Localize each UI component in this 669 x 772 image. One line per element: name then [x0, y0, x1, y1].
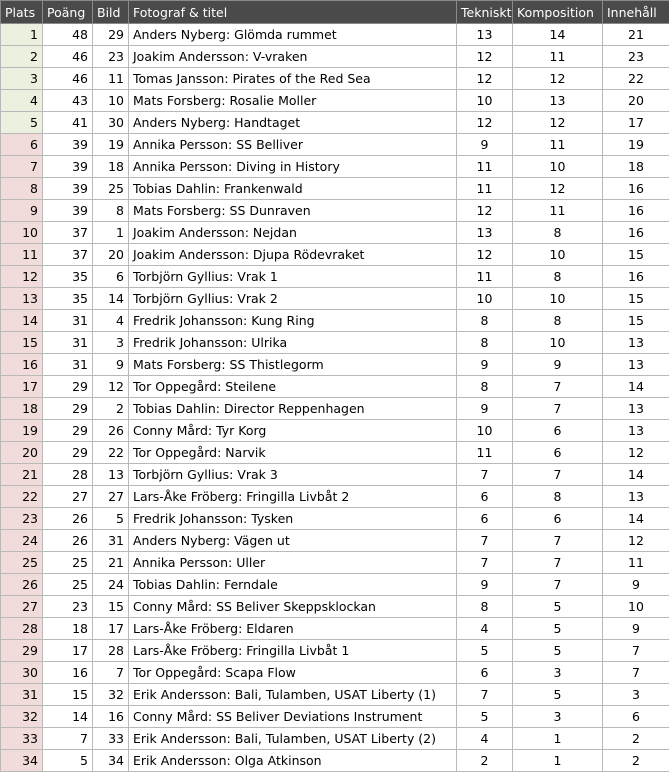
cell-komposition: 7	[513, 376, 603, 398]
cell-innehall: 13	[603, 332, 669, 354]
cell-fotograf-titel: Annika Persson: Diving in History	[129, 156, 457, 178]
cell-innehall: 13	[603, 398, 669, 420]
cell-tekniskt: 11	[457, 156, 513, 178]
cell-komposition: 8	[513, 266, 603, 288]
cell-innehall: 18	[603, 156, 669, 178]
cell-plats: 5	[1, 112, 43, 134]
cell-plats: 24	[1, 530, 43, 552]
cell-komposition: 6	[513, 508, 603, 530]
cell-tekniskt: 8	[457, 376, 513, 398]
cell-plats: 1	[1, 24, 43, 46]
cell-plats: 13	[1, 288, 43, 310]
cell-innehall: 15	[603, 244, 669, 266]
table-row	[1, 596, 669, 618]
cell-poang: 46	[43, 46, 93, 68]
table-row	[1, 530, 669, 552]
header-tekniskt: Tekniskt	[457, 1, 513, 24]
cell-innehall: 13	[603, 486, 669, 508]
cell-poang: 35	[43, 288, 93, 310]
cell-tekniskt: 7	[457, 464, 513, 486]
cell-tekniskt: 2	[457, 750, 513, 772]
cell-bild: 25	[93, 178, 129, 200]
cell-fotograf-titel: Lars-Åke Fröberg: Fringilla Livbåt 2	[129, 486, 457, 508]
cell-komposition: 8	[513, 222, 603, 244]
header-plats: Plats	[1, 1, 43, 24]
cell-plats: 27	[1, 596, 43, 618]
cell-fotograf-titel: Lars-Åke Fröberg: Eldaren	[129, 618, 457, 640]
cell-innehall: 2	[603, 728, 669, 750]
cell-innehall: 20	[603, 90, 669, 112]
cell-poang: 27	[43, 486, 93, 508]
cell-tekniskt: 6	[457, 508, 513, 530]
cell-komposition: 8	[513, 486, 603, 508]
cell-tekniskt: 12	[457, 46, 513, 68]
cell-innehall: 22	[603, 68, 669, 90]
cell-bild: 13	[93, 464, 129, 486]
cell-fotograf-titel: Anders Nyberg: Vägen ut	[129, 530, 457, 552]
cell-poang: 39	[43, 200, 93, 222]
cell-plats: 25	[1, 552, 43, 574]
cell-innehall: 13	[603, 420, 669, 442]
cell-plats: 21	[1, 464, 43, 486]
cell-bild: 1	[93, 222, 129, 244]
table-body	[1, 24, 669, 772]
table-row	[1, 156, 669, 178]
cell-bild: 23	[93, 46, 129, 68]
table-row	[1, 200, 669, 222]
cell-komposition: 5	[513, 618, 603, 640]
cell-innehall: 14	[603, 464, 669, 486]
cell-poang: 43	[43, 90, 93, 112]
cell-komposition: 7	[513, 530, 603, 552]
cell-innehall: 16	[603, 200, 669, 222]
cell-fotograf-titel: Tobias Dahlin: Director Reppenhagen	[129, 398, 457, 420]
cell-bild: 22	[93, 442, 129, 464]
cell-innehall: 3	[603, 684, 669, 706]
cell-bild: 33	[93, 728, 129, 750]
cell-poang: 39	[43, 178, 93, 200]
cell-poang: 41	[43, 112, 93, 134]
cell-bild: 10	[93, 90, 129, 112]
cell-poang: 26	[43, 508, 93, 530]
table-row	[1, 178, 669, 200]
table-row	[1, 706, 669, 728]
cell-plats: 33	[1, 728, 43, 750]
cell-fotograf-titel: Erik Andersson: Bali, Tulamben, USAT Liberty (1)	[129, 684, 457, 706]
cell-bild: 4	[93, 310, 129, 332]
cell-fotograf-titel: Anders Nyberg: Handtaget	[129, 112, 457, 134]
cell-komposition: 13	[513, 90, 603, 112]
table-row	[1, 442, 669, 464]
cell-tekniskt: 9	[457, 134, 513, 156]
cell-fotograf-titel: Annika Persson: Uller	[129, 552, 457, 574]
cell-tekniskt: 8	[457, 310, 513, 332]
cell-innehall: 17	[603, 112, 669, 134]
cell-tekniskt: 7	[457, 530, 513, 552]
cell-fotograf-titel: Tor Oppegård: Narvik	[129, 442, 457, 464]
cell-poang: 39	[43, 134, 93, 156]
header-komposition: Komposition	[513, 1, 603, 24]
cell-fotograf-titel: Torbjörn Gyllius: Vrak 1	[129, 266, 457, 288]
cell-komposition: 11	[513, 134, 603, 156]
header-innehall: Innehåll	[603, 1, 669, 24]
cell-bild: 11	[93, 68, 129, 90]
cell-fotograf-titel: Conny Mård: SS Beliver Deviations Instrument	[129, 706, 457, 728]
cell-innehall: 19	[603, 134, 669, 156]
cell-plats: 17	[1, 376, 43, 398]
table-row	[1, 398, 669, 420]
table-row	[1, 354, 669, 376]
table-row	[1, 750, 669, 772]
cell-poang: 15	[43, 684, 93, 706]
cell-tekniskt: 6	[457, 662, 513, 684]
cell-poang: 29	[43, 398, 93, 420]
cell-bild: 31	[93, 530, 129, 552]
cell-bild: 17	[93, 618, 129, 640]
cell-poang: 14	[43, 706, 93, 728]
cell-plats: 16	[1, 354, 43, 376]
cell-plats: 20	[1, 442, 43, 464]
cell-innehall: 11	[603, 552, 669, 574]
cell-komposition: 12	[513, 112, 603, 134]
cell-bild: 28	[93, 640, 129, 662]
cell-fotograf-titel: Lars-Åke Fröberg: Fringilla Livbåt 1	[129, 640, 457, 662]
cell-fotograf-titel: Mats Forsberg: SS Dunraven	[129, 200, 457, 222]
cell-innehall: 21	[603, 24, 669, 46]
cell-komposition: 10	[513, 332, 603, 354]
cell-komposition: 11	[513, 200, 603, 222]
table-row	[1, 464, 669, 486]
cell-tekniskt: 12	[457, 200, 513, 222]
cell-komposition: 1	[513, 750, 603, 772]
cell-poang: 26	[43, 530, 93, 552]
cell-innehall: 2	[603, 750, 669, 772]
cell-komposition: 7	[513, 574, 603, 596]
cell-innehall: 12	[603, 530, 669, 552]
table-row	[1, 552, 669, 574]
cell-komposition: 11	[513, 46, 603, 68]
cell-fotograf-titel: Tomas Jansson: Pirates of the Red Sea	[129, 68, 457, 90]
table-row	[1, 332, 669, 354]
cell-komposition: 10	[513, 156, 603, 178]
cell-bild: 8	[93, 200, 129, 222]
table-row	[1, 618, 669, 640]
cell-poang: 29	[43, 420, 93, 442]
cell-innehall: 15	[603, 310, 669, 332]
cell-fotograf-titel: Conny Mård: SS Beliver Skeppsklockan	[129, 596, 457, 618]
cell-plats: 8	[1, 178, 43, 200]
table-row	[1, 68, 669, 90]
table-row	[1, 24, 669, 46]
cell-tekniskt: 4	[457, 728, 513, 750]
cell-komposition: 9	[513, 354, 603, 376]
cell-bild: 9	[93, 354, 129, 376]
cell-innehall: 12	[603, 442, 669, 464]
cell-komposition: 3	[513, 706, 603, 728]
cell-komposition: 6	[513, 442, 603, 464]
cell-fotograf-titel: Tobias Dahlin: Frankenwald	[129, 178, 457, 200]
cell-bild: 34	[93, 750, 129, 772]
cell-innehall: 14	[603, 376, 669, 398]
cell-plats: 28	[1, 618, 43, 640]
table-row	[1, 574, 669, 596]
table-row	[1, 112, 669, 134]
cell-komposition: 1	[513, 728, 603, 750]
header-row	[1, 1, 669, 24]
cell-poang: 29	[43, 376, 93, 398]
cell-bild: 24	[93, 574, 129, 596]
cell-tekniskt: 10	[457, 90, 513, 112]
cell-tekniskt: 13	[457, 24, 513, 46]
table-row	[1, 662, 669, 684]
cell-tekniskt: 11	[457, 266, 513, 288]
cell-poang: 37	[43, 244, 93, 266]
cell-fotograf-titel: Tor Oppegård: Steilene	[129, 376, 457, 398]
cell-plats: 29	[1, 640, 43, 662]
table-row	[1, 90, 669, 112]
cell-poang: 37	[43, 222, 93, 244]
cell-poang: 48	[43, 24, 93, 46]
cell-tekniskt: 7	[457, 552, 513, 574]
cell-plats: 10	[1, 222, 43, 244]
cell-innehall: 9	[603, 574, 669, 596]
cell-komposition: 14	[513, 24, 603, 46]
cell-fotograf-titel: Fredrik Johansson: Tysken	[129, 508, 457, 530]
cell-innehall: 23	[603, 46, 669, 68]
cell-poang: 7	[43, 728, 93, 750]
header-poang: Poäng	[43, 1, 93, 24]
cell-innehall: 16	[603, 178, 669, 200]
cell-komposition: 5	[513, 684, 603, 706]
cell-poang: 23	[43, 596, 93, 618]
cell-bild: 7	[93, 662, 129, 684]
cell-innehall: 7	[603, 662, 669, 684]
table-row	[1, 420, 669, 442]
cell-plats: 31	[1, 684, 43, 706]
cell-fotograf-titel: Joakim Andersson: V-vraken	[129, 46, 457, 68]
cell-innehall: 7	[603, 640, 669, 662]
cell-fotograf-titel: Torbjörn Gyllius: Vrak 2	[129, 288, 457, 310]
cell-bild: 3	[93, 332, 129, 354]
table-row	[1, 266, 669, 288]
cell-fotograf-titel: Anders Nyberg: Glömda rummet	[129, 24, 457, 46]
table-row	[1, 222, 669, 244]
cell-tekniskt: 11	[457, 442, 513, 464]
cell-plats: 7	[1, 156, 43, 178]
cell-tekniskt: 6	[457, 486, 513, 508]
table-row	[1, 728, 669, 750]
cell-bild: 12	[93, 376, 129, 398]
cell-plats: 6	[1, 134, 43, 156]
cell-tekniskt: 8	[457, 332, 513, 354]
cell-tekniskt: 9	[457, 398, 513, 420]
cell-poang: 31	[43, 354, 93, 376]
cell-tekniskt: 4	[457, 618, 513, 640]
cell-plats: 23	[1, 508, 43, 530]
cell-poang: 18	[43, 618, 93, 640]
cell-innehall: 14	[603, 508, 669, 530]
table-row	[1, 376, 669, 398]
cell-komposition: 10	[513, 244, 603, 266]
cell-poang: 16	[43, 662, 93, 684]
table-row	[1, 134, 669, 156]
cell-innehall: 16	[603, 222, 669, 244]
cell-fotograf-titel: Fredrik Johansson: Ulrika	[129, 332, 457, 354]
cell-innehall: 15	[603, 288, 669, 310]
cell-fotograf-titel: Erik Andersson: Bali, Tulamben, USAT Liberty (2)	[129, 728, 457, 750]
cell-bild: 32	[93, 684, 129, 706]
table-row	[1, 288, 669, 310]
cell-poang: 17	[43, 640, 93, 662]
cell-poang: 35	[43, 266, 93, 288]
cell-plats: 30	[1, 662, 43, 684]
cell-bild: 19	[93, 134, 129, 156]
cell-bild: 27	[93, 486, 129, 508]
cell-poang: 29	[43, 442, 93, 464]
cell-komposition: 6	[513, 420, 603, 442]
cell-fotograf-titel: Torbjörn Gyllius: Vrak 3	[129, 464, 457, 486]
cell-bild: 20	[93, 244, 129, 266]
cell-plats: 11	[1, 244, 43, 266]
cell-tekniskt: 12	[457, 112, 513, 134]
cell-fotograf-titel: Tobias Dahlin: Ferndale	[129, 574, 457, 596]
cell-plats: 3	[1, 68, 43, 90]
cell-fotograf-titel: Conny Mård: Tyr Korg	[129, 420, 457, 442]
cell-tekniskt: 8	[457, 596, 513, 618]
cell-bild: 29	[93, 24, 129, 46]
cell-bild: 16	[93, 706, 129, 728]
cell-bild: 15	[93, 596, 129, 618]
cell-bild: 2	[93, 398, 129, 420]
cell-bild: 18	[93, 156, 129, 178]
cell-tekniskt: 7	[457, 684, 513, 706]
cell-komposition: 5	[513, 640, 603, 662]
cell-bild: 26	[93, 420, 129, 442]
cell-tekniskt: 9	[457, 354, 513, 376]
cell-plats: 22	[1, 486, 43, 508]
cell-fotograf-titel: Joakim Andersson: Nejdan	[129, 222, 457, 244]
cell-plats: 4	[1, 90, 43, 112]
cell-tekniskt: 12	[457, 68, 513, 90]
table-row	[1, 310, 669, 332]
cell-poang: 31	[43, 332, 93, 354]
cell-komposition: 12	[513, 178, 603, 200]
cell-plats: 18	[1, 398, 43, 420]
cell-plats: 2	[1, 46, 43, 68]
cell-komposition: 12	[513, 68, 603, 90]
header-fotograf-titel: Fotograf & titel	[129, 1, 457, 24]
cell-tekniskt: 12	[457, 244, 513, 266]
cell-bild: 14	[93, 288, 129, 310]
cell-innehall: 9	[603, 618, 669, 640]
cell-komposition: 7	[513, 398, 603, 420]
cell-poang: 31	[43, 310, 93, 332]
cell-fotograf-titel: Fredrik Johansson: Kung Ring	[129, 310, 457, 332]
table-row	[1, 684, 669, 706]
cell-fotograf-titel: Joakim Andersson: Djupa Rödevraket	[129, 244, 457, 266]
cell-poang: 46	[43, 68, 93, 90]
cell-fotograf-titel: Mats Forsberg: Rosalie Moller	[129, 90, 457, 112]
cell-fotograf-titel: Tor Oppegård: Scapa Flow	[129, 662, 457, 684]
cell-tekniskt: 9	[457, 574, 513, 596]
header-bild: Bild	[93, 1, 129, 24]
cell-plats: 26	[1, 574, 43, 596]
cell-fotograf-titel: Annika Persson: SS Belliver	[129, 134, 457, 156]
cell-tekniskt: 5	[457, 640, 513, 662]
table-row	[1, 46, 669, 68]
cell-bild: 30	[93, 112, 129, 134]
cell-komposition: 5	[513, 596, 603, 618]
table-row	[1, 640, 669, 662]
cell-plats: 9	[1, 200, 43, 222]
cell-innehall: 13	[603, 354, 669, 376]
cell-poang: 28	[43, 464, 93, 486]
cell-poang: 25	[43, 574, 93, 596]
cell-bild: 21	[93, 552, 129, 574]
cell-plats: 34	[1, 750, 43, 772]
cell-poang: 25	[43, 552, 93, 574]
cell-bild: 6	[93, 266, 129, 288]
cell-innehall: 6	[603, 706, 669, 728]
cell-plats: 14	[1, 310, 43, 332]
cell-poang: 5	[43, 750, 93, 772]
cell-plats: 12	[1, 266, 43, 288]
cell-plats: 32	[1, 706, 43, 728]
cell-poang: 39	[43, 156, 93, 178]
cell-tekniskt: 11	[457, 178, 513, 200]
cell-bild: 5	[93, 508, 129, 530]
cell-fotograf-titel: Erik Andersson: Olga Atkinson	[129, 750, 457, 772]
cell-innehall: 16	[603, 266, 669, 288]
cell-fotograf-titel: Mats Forsberg: SS Thistlegorm	[129, 354, 457, 376]
table-row	[1, 486, 669, 508]
cell-tekniskt: 10	[457, 420, 513, 442]
cell-plats: 15	[1, 332, 43, 354]
cell-innehall: 10	[603, 596, 669, 618]
cell-komposition: 8	[513, 310, 603, 332]
cell-komposition: 7	[513, 552, 603, 574]
cell-tekniskt: 13	[457, 222, 513, 244]
cell-komposition: 3	[513, 662, 603, 684]
cell-komposition: 7	[513, 464, 603, 486]
cell-tekniskt: 10	[457, 288, 513, 310]
table-row	[1, 508, 669, 530]
cell-komposition: 10	[513, 288, 603, 310]
cell-plats: 19	[1, 420, 43, 442]
cell-tekniskt: 5	[457, 706, 513, 728]
table-row	[1, 244, 669, 266]
